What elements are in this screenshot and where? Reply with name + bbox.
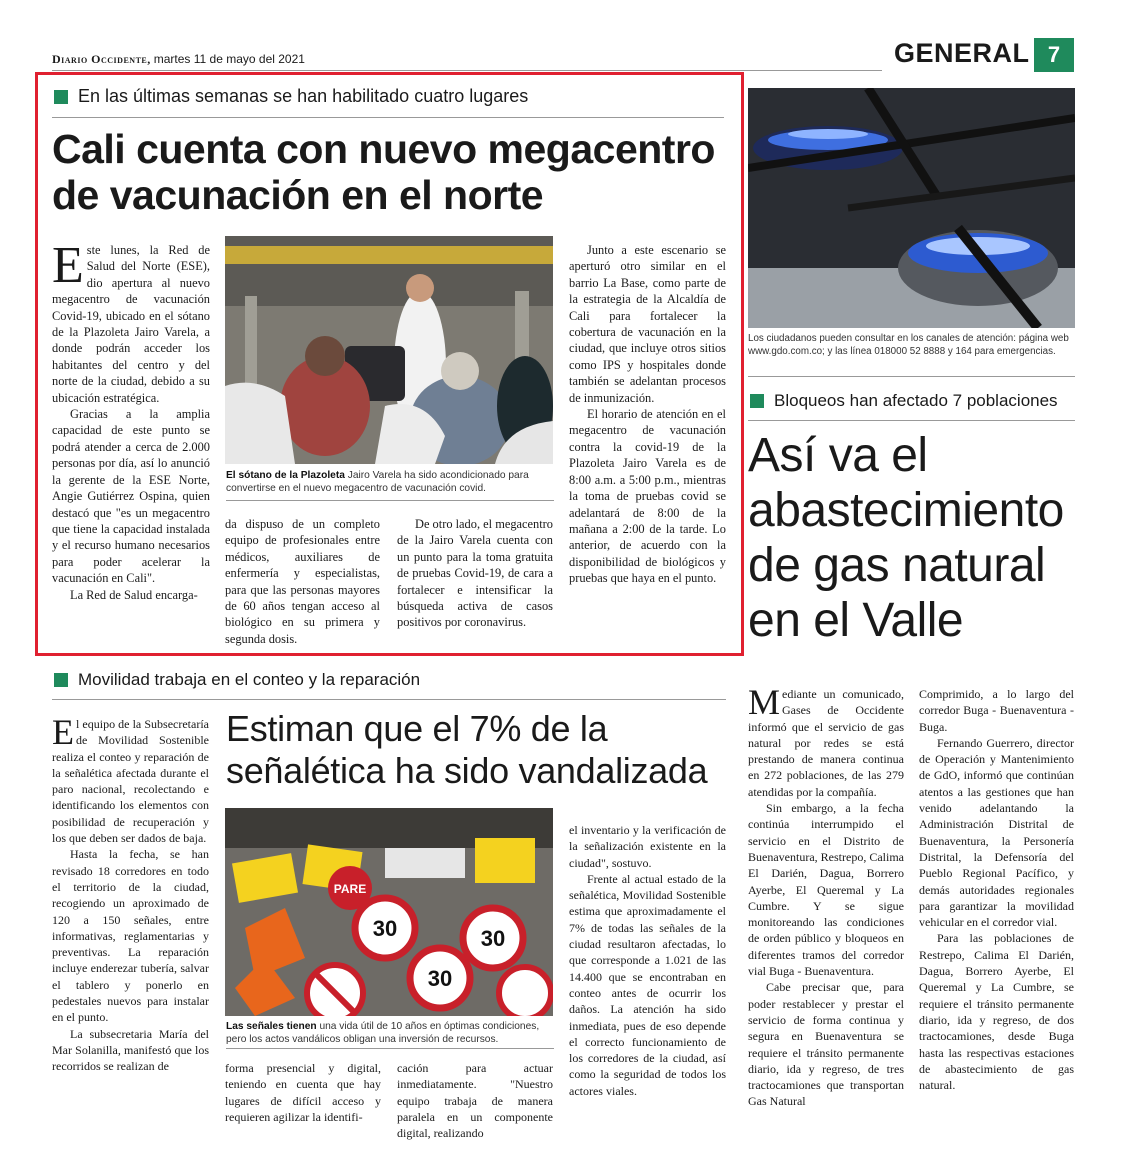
story2-column-2 — [919, 686, 1074, 1093]
caption-lead: El sótano de la Plazoleta — [226, 470, 345, 481]
story3-column-1 — [52, 712, 209, 1075]
page-number: 7 — [1034, 38, 1074, 72]
kicker-marker-icon — [750, 394, 764, 408]
story3-column-4 — [569, 822, 726, 1099]
issue-date: martes 11 de mayo del 2021 — [153, 52, 305, 66]
paragraph: Sin embargo, a la fecha continúa interrumpido el servicio en el Distrito de Buenaventura, Restrepo, Calima El Darién, Dagua, Borrero Ayerbe, El Queremal y La Cumbre. Y se sigue monitoreando las condiciones de orden público y bloqueos en diferentes tramos del corredor vial Buga - Buenaventura. — [748, 801, 904, 979]
paragraph: cación para actuar inmediatamente. "Nuestro equipo trabaja de manera paralela en un componente digital, realizando — [397, 1061, 553, 1141]
caption-text: Jairo Varela ha sido acondicionado para convertirse en el nuevo megacentro de vacunación covid. — [226, 470, 529, 494]
caption-text: una vida útil de 10 años en óptimas condiciones, pero los actos vandálicos obligan una inversión de recursos. — [226, 1021, 540, 1045]
story1-column-3 — [397, 516, 553, 631]
story3-kicker — [54, 670, 420, 690]
story1-column-1 — [52, 237, 210, 603]
story1-photo-caption — [226, 469, 554, 495]
paragraph: Frente al actual estado de la señalética, Movilidad Sostenible estima que aproximadamente el 7% de todas las señales de la ciudad resultaron afectadas, lo que corresponde a 1.021 de las 14.400 que se encontraban en conteo antes de ocurrir los daños. La atención ha sido inmediata, pues de eso depende el correcto funcionamiento de los corredores de la ciudad, así como la seguridad de todos los actores viales. — [569, 871, 726, 1098]
paragraph: Para las poblaciones de Restrepo, Calima El Darién, Dagua, Borrero Ayerbe, El Queremal y La Cumbre, se requiere el tránsito permanente diario, ida y regreso, de dos tractocamiones, desde Buga hasta las respectivas estaciones de abastecimiento de gas natural. — [919, 931, 1074, 1093]
story3-column-2 — [225, 1060, 381, 1125]
story1-kicker — [54, 86, 528, 107]
story1-headline: Cali cuenta con nuevo megacentro de vacunación en el norte — [52, 126, 715, 218]
story1-column-2 — [225, 516, 380, 647]
masthead — [52, 52, 305, 67]
stop-sign-label: PARE — [333, 882, 367, 896]
paragraph: La subsecretaria María del Mar Solanilla, manifestó que los recorridos se realizan de — [52, 1026, 209, 1074]
story2-kicker-text: Bloqueos han afectado 7 poblaciones — [774, 391, 1058, 410]
story2-headline: Así va el abastecimiento de gas natural en el Valle — [748, 429, 1064, 647]
caption-lead: Las señales tienen — [226, 1021, 317, 1032]
story1-column-4 — [569, 242, 726, 587]
story2-kicker — [750, 391, 1058, 411]
caption-rule — [226, 1048, 554, 1049]
story2-rule — [748, 420, 1075, 421]
dropcap: E — [52, 237, 84, 294]
paragraph: Cabe precisar que, para poder restablecer y prestar el servicio de forma continua y segura en Buenaventura se requiere el tránsito permanente diario, ida y regreso, de tres tractocamiones que transportan Gas Natural — [748, 980, 904, 1109]
gas-stove-photo — [748, 88, 1075, 328]
kicker-marker-icon — [54, 673, 68, 687]
story1-kicker-text: En las últimas semanas se han habilitado cuatro lugares — [78, 86, 529, 106]
dropcap: M — [748, 682, 781, 722]
caption-rule — [226, 500, 554, 501]
dropcap: E — [52, 712, 74, 752]
paragraph: Comprimido, a lo largo del corredor Buga - Buenaventura - Buga. — [919, 687, 1074, 734]
section-label: GENERAL — [894, 38, 1030, 68]
speed-sign-label: 30 — [372, 916, 398, 941]
road-signs-photo — [225, 808, 553, 1016]
paragraph: da dispuso de un completo equipo de profesionales entre médicos, auxiliares de enfermería y especialistas, para que las personas mayores de 60 años tengan acceso al biológico en su primera y segunda dosis. — [225, 517, 380, 646]
story2-caption-rule — [748, 376, 1075, 377]
masthead-rule — [52, 70, 882, 71]
paragraph: Hasta la fecha, se han revisado 18 corredores en todo el territorio de la ciudad, recogiendo un aproximado de 120 a 150 señales, entre informativas, reglamentarias y preventivas. La reparación incluye enderezar tubería, salvar el tablero y ponerlo en pedestales nuevos para instalar en el punto. — [52, 847, 209, 1025]
story2-photo-caption: Los ciudadanos pueden consultar en los canales de atención: página web www.gdo.com.co; y las línea 018000 52 8888 y 164 para emergencias. — [748, 333, 1069, 357]
paragraph: Junto a este escenario se aperturó otro similar en el barrio La Base, como parte de la estrategia de la Alcaldía de Cali para fortalecer la cobertura de vacunación en la ciudad, que incluye otros sitios como IPS y hospitales donde también se adelantan procesos de inmunización. — [569, 243, 726, 405]
story3-rule — [52, 699, 726, 700]
vaccination-photo — [225, 236, 553, 464]
story3-headline: Estiman que el 7% de la señalética ha sido vandalizada — [226, 708, 708, 791]
paragraph: Fernando Guerrero, director de Operación y Mantenimiento de GdO, informó que continúan atentos a las gestiones que han venido adelantando la Administración Distrital de Buenaventura, la Personería Distrital, la Defensoría del Pueblo Regional Pacífico, y demás autoridades regionales para garantizar la movilidad vehicular en el corredor vial. — [919, 735, 1074, 930]
paragraph: ste lunes, la Red de Salud del Norte (ESE), dio apertura al nuevo megacentro de vacunación Covid-19, ubicado en el sótano de la Plazoleta Jairo Varela, a donde podrán acceder los habitantes del centro y del norte de la ciudad, debido a su ubicación estratégica. — [52, 243, 210, 405]
story3-column-3 — [397, 1060, 553, 1141]
story3-kicker-text: Movilidad trabaja en el conteo y la reparación — [78, 670, 421, 689]
paragraph: ediante un comunicado, Gases de Occidente informó que el servicio de gas natural por redes se está prestando de manera continua en 272 poblaciones, de las 279 atendidas por la compañía. — [748, 687, 904, 799]
paragraph: el inventario y la verificación de la señalización existente en la ciudad", sostuvo. — [569, 823, 726, 870]
story2-column-1 — [748, 682, 904, 1110]
speed-sign-label: 30 — [427, 966, 453, 991]
paragraph: La Red de Salud encarga- — [70, 587, 198, 602]
story3-photo-caption — [226, 1020, 554, 1046]
paragraph: forma presencial y digital, teniendo en cuenta que hay lugares de difícil acceso y requieren agilizar la identifi- — [225, 1061, 381, 1124]
paragraph: De otro lado, el megacentro de la Jairo Varela cuenta con un punto para la toma gratuita de pruebas Covid-19, de cara a fortalecer e intensificar la búsqueda activa de casos positivos por coronavirus. — [397, 517, 553, 630]
kicker-marker-icon — [54, 90, 68, 104]
newspaper-name: Diario Occidente, — [52, 52, 151, 66]
paragraph: l equipo de la Subsecretaría de Movilidad Sostenible realiza el conteo y reparación de la señalética afectada durante el paro nacional, recolectando e identificando los elementos con posibilidad de recuperación y los que deben ser dados de baja. — [52, 717, 209, 846]
paragraph: Gracias a la amplia capacidad de este punto se podrá atender a cerca de 2.000 personas por día, así lo anunció la gerente de la ESE Norte, Angie Gutiérrez Ospina, quien destacó que "es un megacentro que tiene la capacidad instalada y el recurso humano necesarios para poder acelerar la vacunación en Cali". — [52, 407, 210, 586]
paragraph: El horario de atención en el megacentro de vacunación contra la covid-19 de la Plazoleta Jairo Varela es de 8:00 a.m. a 5:00 p.m., mientras la toma de pruebas covid se adelantará de 8:00 de la mañana a 2:00 de la tarde. Lo anterior, de acuerdo con la disponibilidad de biológicos y pruebas que haya en el punto. — [569, 407, 726, 586]
story1-rule — [52, 117, 724, 118]
speed-sign-label: 30 — [480, 926, 506, 951]
